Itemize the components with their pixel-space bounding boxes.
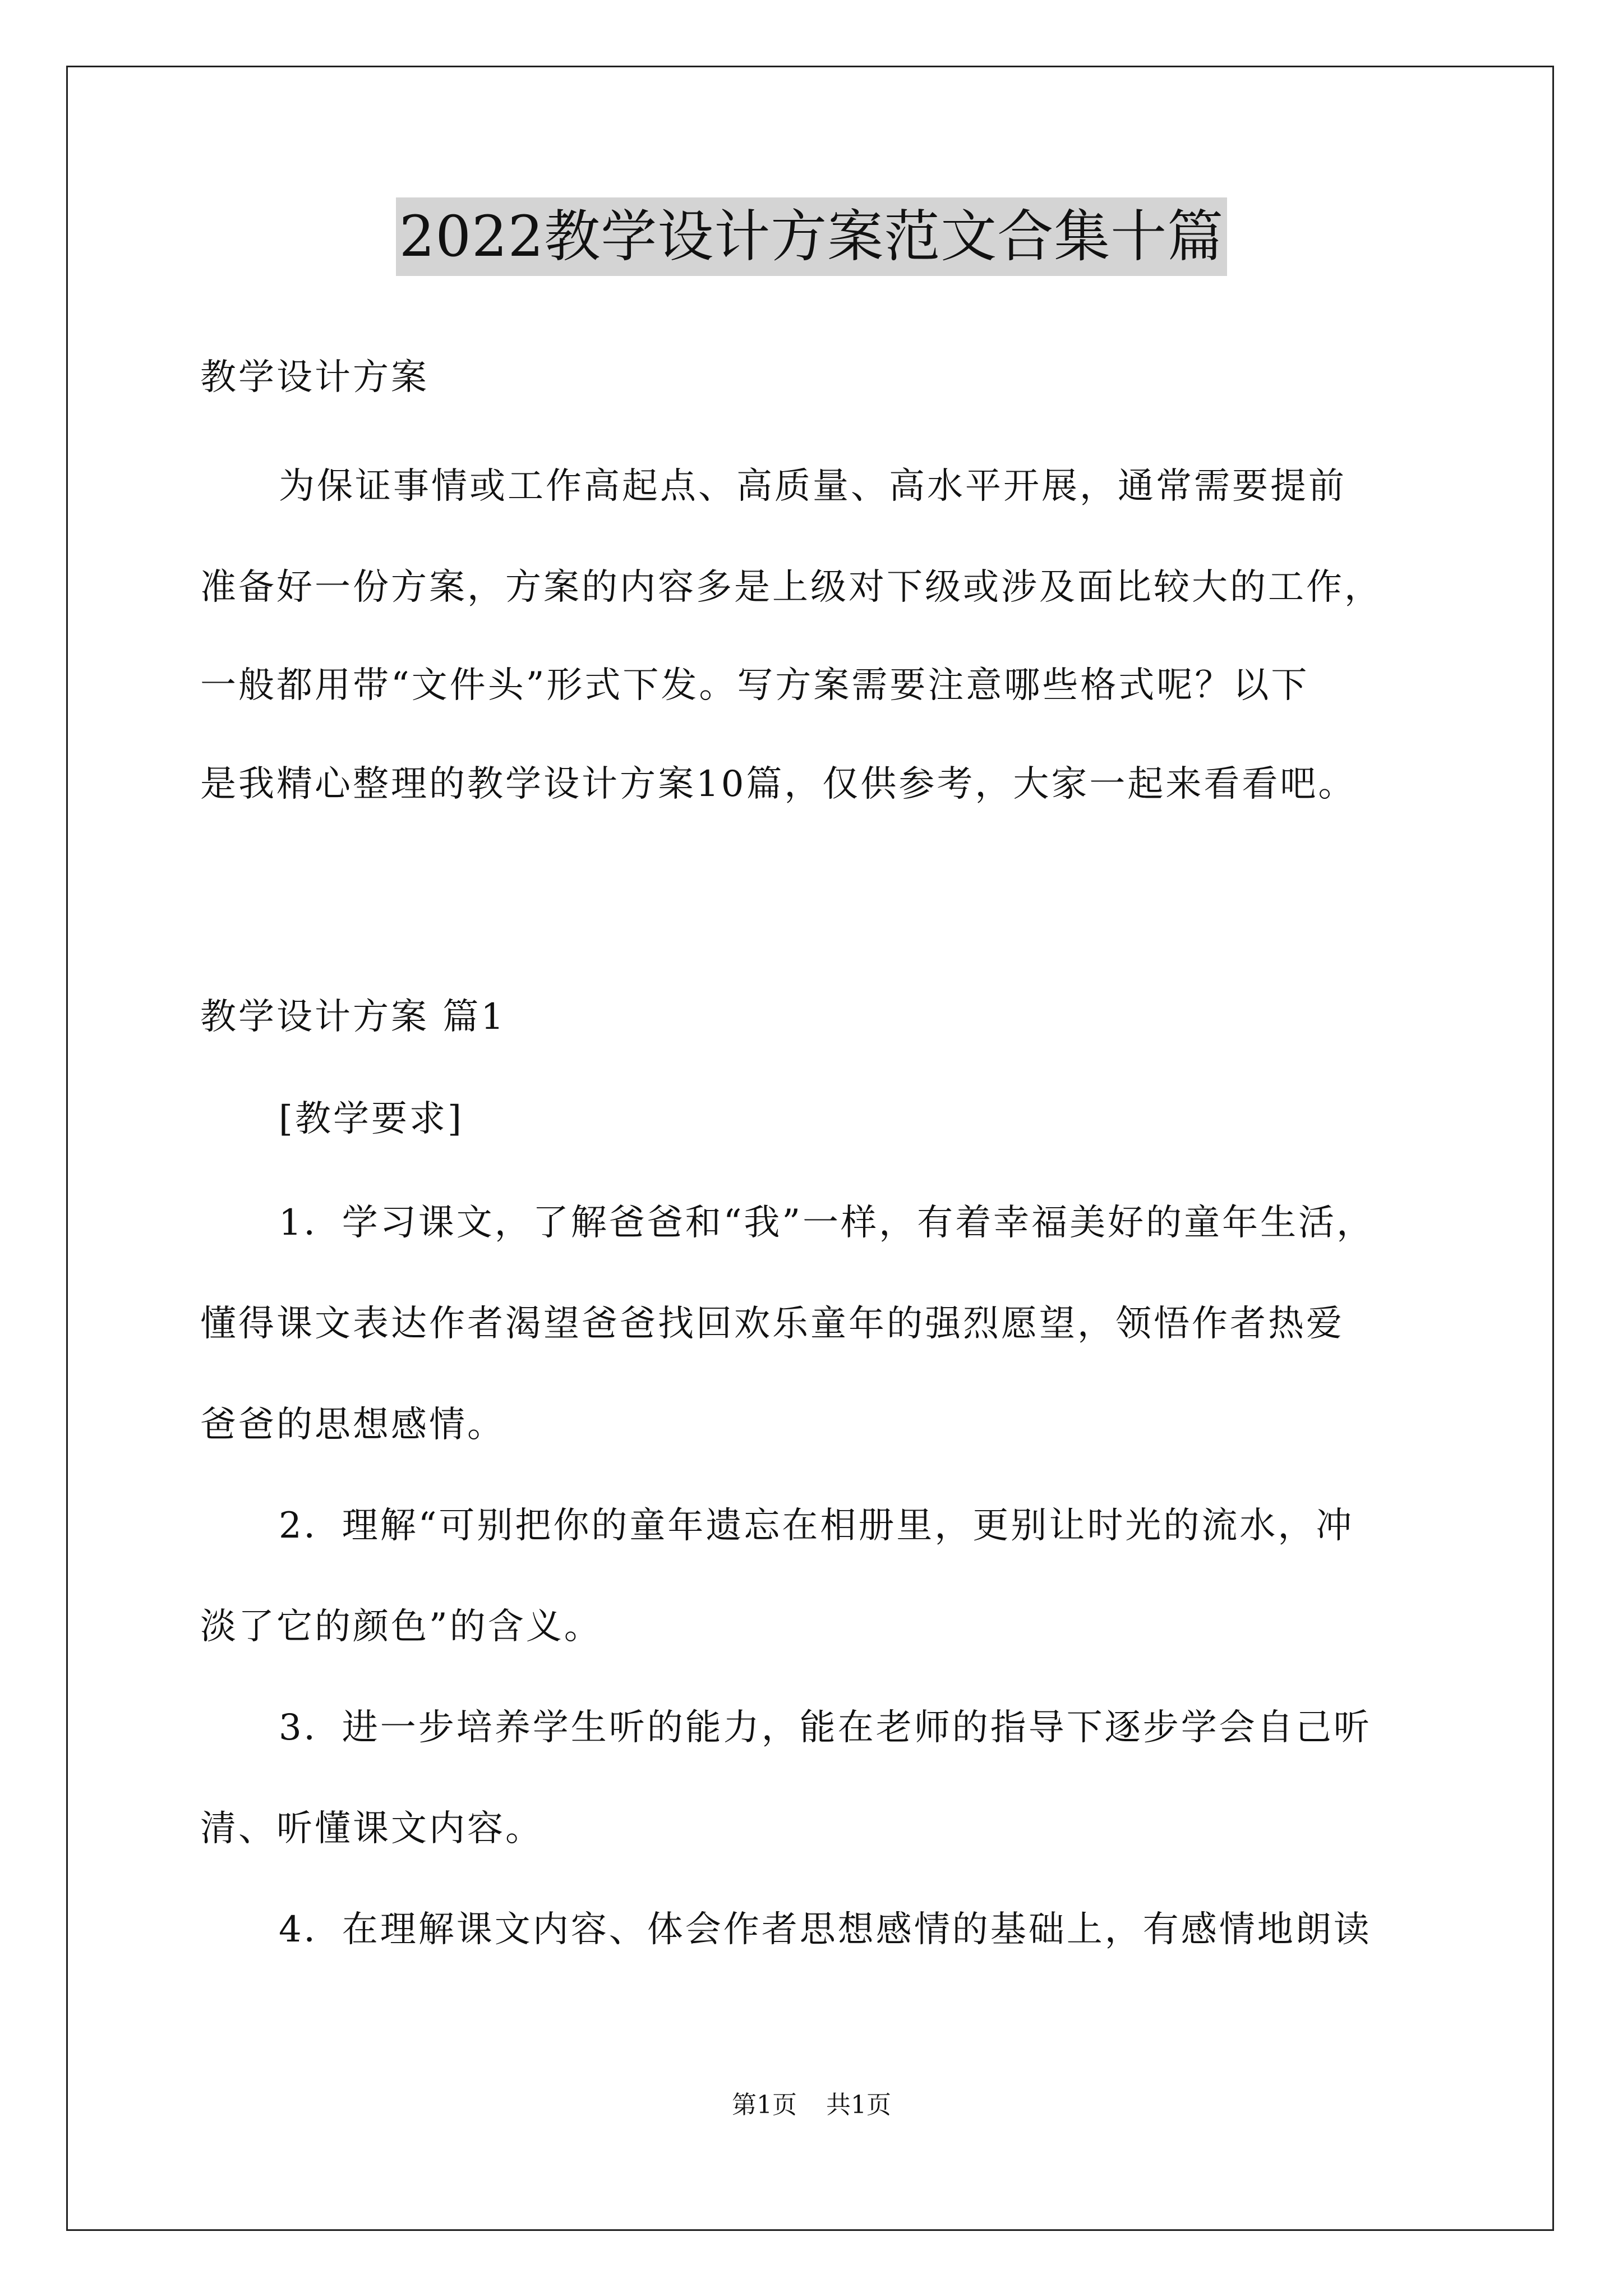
item-line: 清、听懂课文内容。 xyxy=(200,1808,543,1849)
item-line: 1．学习课文，了解爸爸和“我”一样，有着幸福美好的童年生活， xyxy=(279,1202,1375,1244)
page-total: 共1页 xyxy=(826,2091,891,2119)
page-footer xyxy=(0,2088,1623,2122)
item-line: 4．在理解课文内容、体会作者思想感情的基础上，有感情地朗读 xyxy=(279,1909,1372,1950)
requirements-label: [教学要求] xyxy=(279,1098,464,1140)
document-title: 2022教学设计方案范文合集十篇 xyxy=(396,197,1228,276)
page-number: 第1页 xyxy=(732,2091,797,2119)
section-heading: 教学设计方案 篇1 xyxy=(200,996,506,1038)
subtitle: 教学设计方案 xyxy=(200,357,429,398)
intro-line: 为保证事情或工作高起点、高质量、高水平开展，通常需要提前 xyxy=(279,466,1347,507)
title-container xyxy=(0,197,1623,276)
item-line: 淡了它的颜色”的含义。 xyxy=(200,1606,602,1648)
item-line: 3．进一步培养学生听的能力，能在老师的指导下逐步学会自己听 xyxy=(279,1707,1372,1749)
intro-line: 准备好一份方案，方案的内容多是上级对下级或涉及面比较大的工作， xyxy=(200,567,1382,608)
item-line: 懂得课文表达作者渴望爸爸找回欢乐童年的强烈愿望，领悟作者热爱 xyxy=(200,1303,1344,1345)
intro-line: 一般都用带“文件头”形式下发。写方案需要注意哪些格式呢？以下 xyxy=(200,665,1310,706)
item-line: 2．理解“可别把你的童年遗忘在相册里，更别让时光的流水，冲 xyxy=(279,1505,1354,1547)
intro-line: 是我精心整理的教学设计方案10篇，仅供参考，大家一起来看看吧。 xyxy=(200,763,1357,805)
item-line: 爸爸的思想感情。 xyxy=(200,1404,505,1446)
